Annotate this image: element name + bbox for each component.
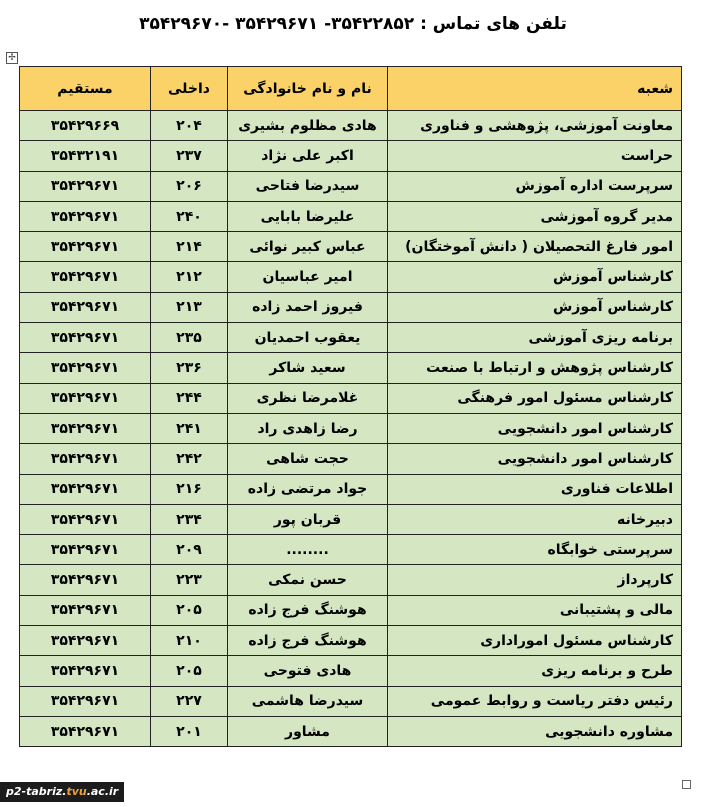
branch-cell: کارشناس آموزش xyxy=(388,292,682,322)
table-row xyxy=(20,383,682,413)
branch-cell: کارشناس امور دانشجویی xyxy=(388,444,682,474)
direct-number-cell: ۳۵۴۲۹۶۷۱ xyxy=(20,504,151,534)
column-header-extension: داخلی xyxy=(151,67,228,111)
direct-number-cell: ۳۵۴۳۲۱۹۱ xyxy=(20,141,151,171)
table-row xyxy=(20,323,682,353)
extension-cell: ۲۰۱ xyxy=(151,716,228,746)
name-cell: سیدرضا فتاحی xyxy=(228,171,388,201)
branch-cell: امور فارغ التحصیلان ( دانش آموختگان) xyxy=(388,232,682,262)
name-cell: اکبر علی نژاد xyxy=(228,141,388,171)
direct-number-cell: ۳۵۴۲۹۶۷۱ xyxy=(20,232,151,262)
branch-cell: رئیس دفتر ریاست و روابط عمومی xyxy=(388,686,682,716)
branch-cell: سرپرستی خوابگاه xyxy=(388,535,682,565)
branch-cell: کارشناس امور دانشجویی xyxy=(388,413,682,443)
table-header-row xyxy=(20,67,682,111)
branch-cell: مدیر گروه آموزشی xyxy=(388,201,682,231)
table-row xyxy=(20,595,682,625)
name-cell: جواد مرتضی زاده xyxy=(228,474,388,504)
branch-cell: کارشناس مسئول امور فرهنگی xyxy=(388,383,682,413)
branch-cell: سرپرست اداره آموزش xyxy=(388,171,682,201)
table-row xyxy=(20,141,682,171)
extension-cell: ۲۰۵ xyxy=(151,595,228,625)
table-row xyxy=(20,413,682,443)
table-row xyxy=(20,474,682,504)
direct-number-cell: ۳۵۴۲۹۶۷۱ xyxy=(20,595,151,625)
extension-cell: ۲۴۰ xyxy=(151,201,228,231)
table-row xyxy=(20,626,682,656)
extension-cell: ۲۰۴ xyxy=(151,111,228,141)
name-cell: هوشنگ فرج زاده xyxy=(228,595,388,625)
branch-cell: حراست xyxy=(388,141,682,171)
name-cell: قربان پور xyxy=(228,504,388,534)
direct-number-cell: ۳۵۴۲۹۶۷۱ xyxy=(20,353,151,383)
table-row xyxy=(20,292,682,322)
branch-cell: برنامه ریزی آموزشی xyxy=(388,323,682,353)
column-header-name: نام و نام خانوادگی xyxy=(228,67,388,111)
extension-cell: ۲۴۱ xyxy=(151,413,228,443)
contact-table xyxy=(19,66,682,747)
branch-cell: مشاوره دانشجویی xyxy=(388,716,682,746)
table-row xyxy=(20,111,682,141)
branch-cell: کارشناس پژوهش و ارتباط با صنعت xyxy=(388,353,682,383)
name-cell: حسن نمکی xyxy=(228,565,388,595)
branch-cell: کارشناس آموزش xyxy=(388,262,682,292)
branch-cell: مالی و پشتیبانی xyxy=(388,595,682,625)
branch-cell: طرح و برنامه ریزی xyxy=(388,656,682,686)
name-cell: امیر عباسیان xyxy=(228,262,388,292)
extension-cell: ۲۱۰ xyxy=(151,626,228,656)
name-cell: ........ xyxy=(228,535,388,565)
direct-number-cell: ۳۵۴۲۹۶۷۱ xyxy=(20,444,151,474)
table-body xyxy=(20,111,682,747)
direct-number-cell: ۳۵۴۲۹۶۷۱ xyxy=(20,413,151,443)
extension-cell: ۲۲۳ xyxy=(151,565,228,595)
extension-cell: ۲۱۴ xyxy=(151,232,228,262)
direct-number-cell: ۳۵۴۲۹۶۷۱ xyxy=(20,686,151,716)
direct-number-cell: ۳۵۴۲۹۶۷۱ xyxy=(20,565,151,595)
table-row xyxy=(20,504,682,534)
table-row xyxy=(20,353,682,383)
extension-cell: ۲۲۷ xyxy=(151,686,228,716)
extension-cell: ۲۳۷ xyxy=(151,141,228,171)
table-row xyxy=(20,262,682,292)
extension-cell: ۲۳۴ xyxy=(151,504,228,534)
direct-number-cell: ۳۵۴۲۹۶۷۱ xyxy=(20,535,151,565)
direct-number-cell: ۳۵۴۲۹۶۷۱ xyxy=(20,626,151,656)
name-cell: مشاور xyxy=(228,716,388,746)
column-header-direct: مستقیم xyxy=(20,67,151,111)
site-logo xyxy=(0,782,124,802)
name-cell: غلامرضا نظری xyxy=(228,383,388,413)
extension-cell: ۲۱۳ xyxy=(151,292,228,322)
extension-cell: ۲۰۶ xyxy=(151,171,228,201)
name-cell: یعقوب احمدیان xyxy=(228,323,388,353)
table-row xyxy=(20,444,682,474)
table-row xyxy=(20,656,682,686)
column-header-branch: شعبه xyxy=(388,67,682,111)
direct-number-cell: ۳۵۴۲۹۶۷۱ xyxy=(20,323,151,353)
direct-number-cell: ۳۵۴۲۹۶۷۱ xyxy=(20,262,151,292)
extension-cell: ۲۴۴ xyxy=(151,383,228,413)
branch-cell: کارپرداز xyxy=(388,565,682,595)
page-title: تلفن های تماس : ۳۵۴۲۲۸۵۲- ۳۵۴۲۹۶۷۱ -۳۵۴۲۹۶۷۰ xyxy=(139,14,567,34)
name-cell: هوشنگ فرج زاده xyxy=(228,626,388,656)
branch-cell: معاونت آموزشی، پژوهشی و فناوری xyxy=(388,111,682,141)
move-cross-icon[interactable]: ✢ xyxy=(6,52,18,64)
name-cell: حجت شاهی xyxy=(228,444,388,474)
name-cell: رضا زاهدی راد xyxy=(228,413,388,443)
direct-number-cell: ۳۵۴۲۹۶۷۱ xyxy=(20,383,151,413)
table-row xyxy=(20,716,682,746)
table-row xyxy=(20,201,682,231)
extension-cell: ۲۰۹ xyxy=(151,535,228,565)
extension-cell: ۲۱۶ xyxy=(151,474,228,504)
table-row xyxy=(20,686,682,716)
branch-cell: دبیرخانه xyxy=(388,504,682,534)
extension-cell: ۲۰۵ xyxy=(151,656,228,686)
name-cell: هادی فتوحی xyxy=(228,656,388,686)
direct-number-cell: ۳۵۴۲۹۶۷۱ xyxy=(20,171,151,201)
extension-cell: ۲۴۲ xyxy=(151,444,228,474)
extension-cell: ۲۳۶ xyxy=(151,353,228,383)
direct-number-cell: ۳۵۴۲۹۶۷۱ xyxy=(20,292,151,322)
table-row xyxy=(20,171,682,201)
name-cell: سیدرضا هاشمی xyxy=(228,686,388,716)
resize-square-icon[interactable] xyxy=(682,780,691,789)
direct-number-cell: ۳۵۴۲۹۶۷۱ xyxy=(20,656,151,686)
logo-accent: tvu xyxy=(66,785,87,798)
direct-number-cell: ۳۵۴۲۹۶۶۹ xyxy=(20,111,151,141)
name-cell: سعید شاکر xyxy=(228,353,388,383)
branch-cell: کارشناس مسئول اموراداری xyxy=(388,626,682,656)
logo-suffix: .ac.ir xyxy=(86,785,119,798)
extension-cell: ۲۱۲ xyxy=(151,262,228,292)
name-cell: هادی مظلوم بشیری xyxy=(228,111,388,141)
name-cell: علیرضا بابایی xyxy=(228,201,388,231)
direct-number-cell: ۳۵۴۲۹۶۷۱ xyxy=(20,474,151,504)
extension-cell: ۲۳۵ xyxy=(151,323,228,353)
table-row xyxy=(20,232,682,262)
direct-number-cell: ۳۵۴۲۹۶۷۱ xyxy=(20,716,151,746)
table-row xyxy=(20,565,682,595)
name-cell: عباس کبیر نوائی xyxy=(228,232,388,262)
branch-cell: اطلاعات فناوری xyxy=(388,474,682,504)
logo-prefix: p2-tabriz. xyxy=(6,785,67,798)
direct-number-cell: ۳۵۴۲۹۶۷۱ xyxy=(20,201,151,231)
name-cell: فیروز احمد زاده xyxy=(228,292,388,322)
table-row xyxy=(20,535,682,565)
